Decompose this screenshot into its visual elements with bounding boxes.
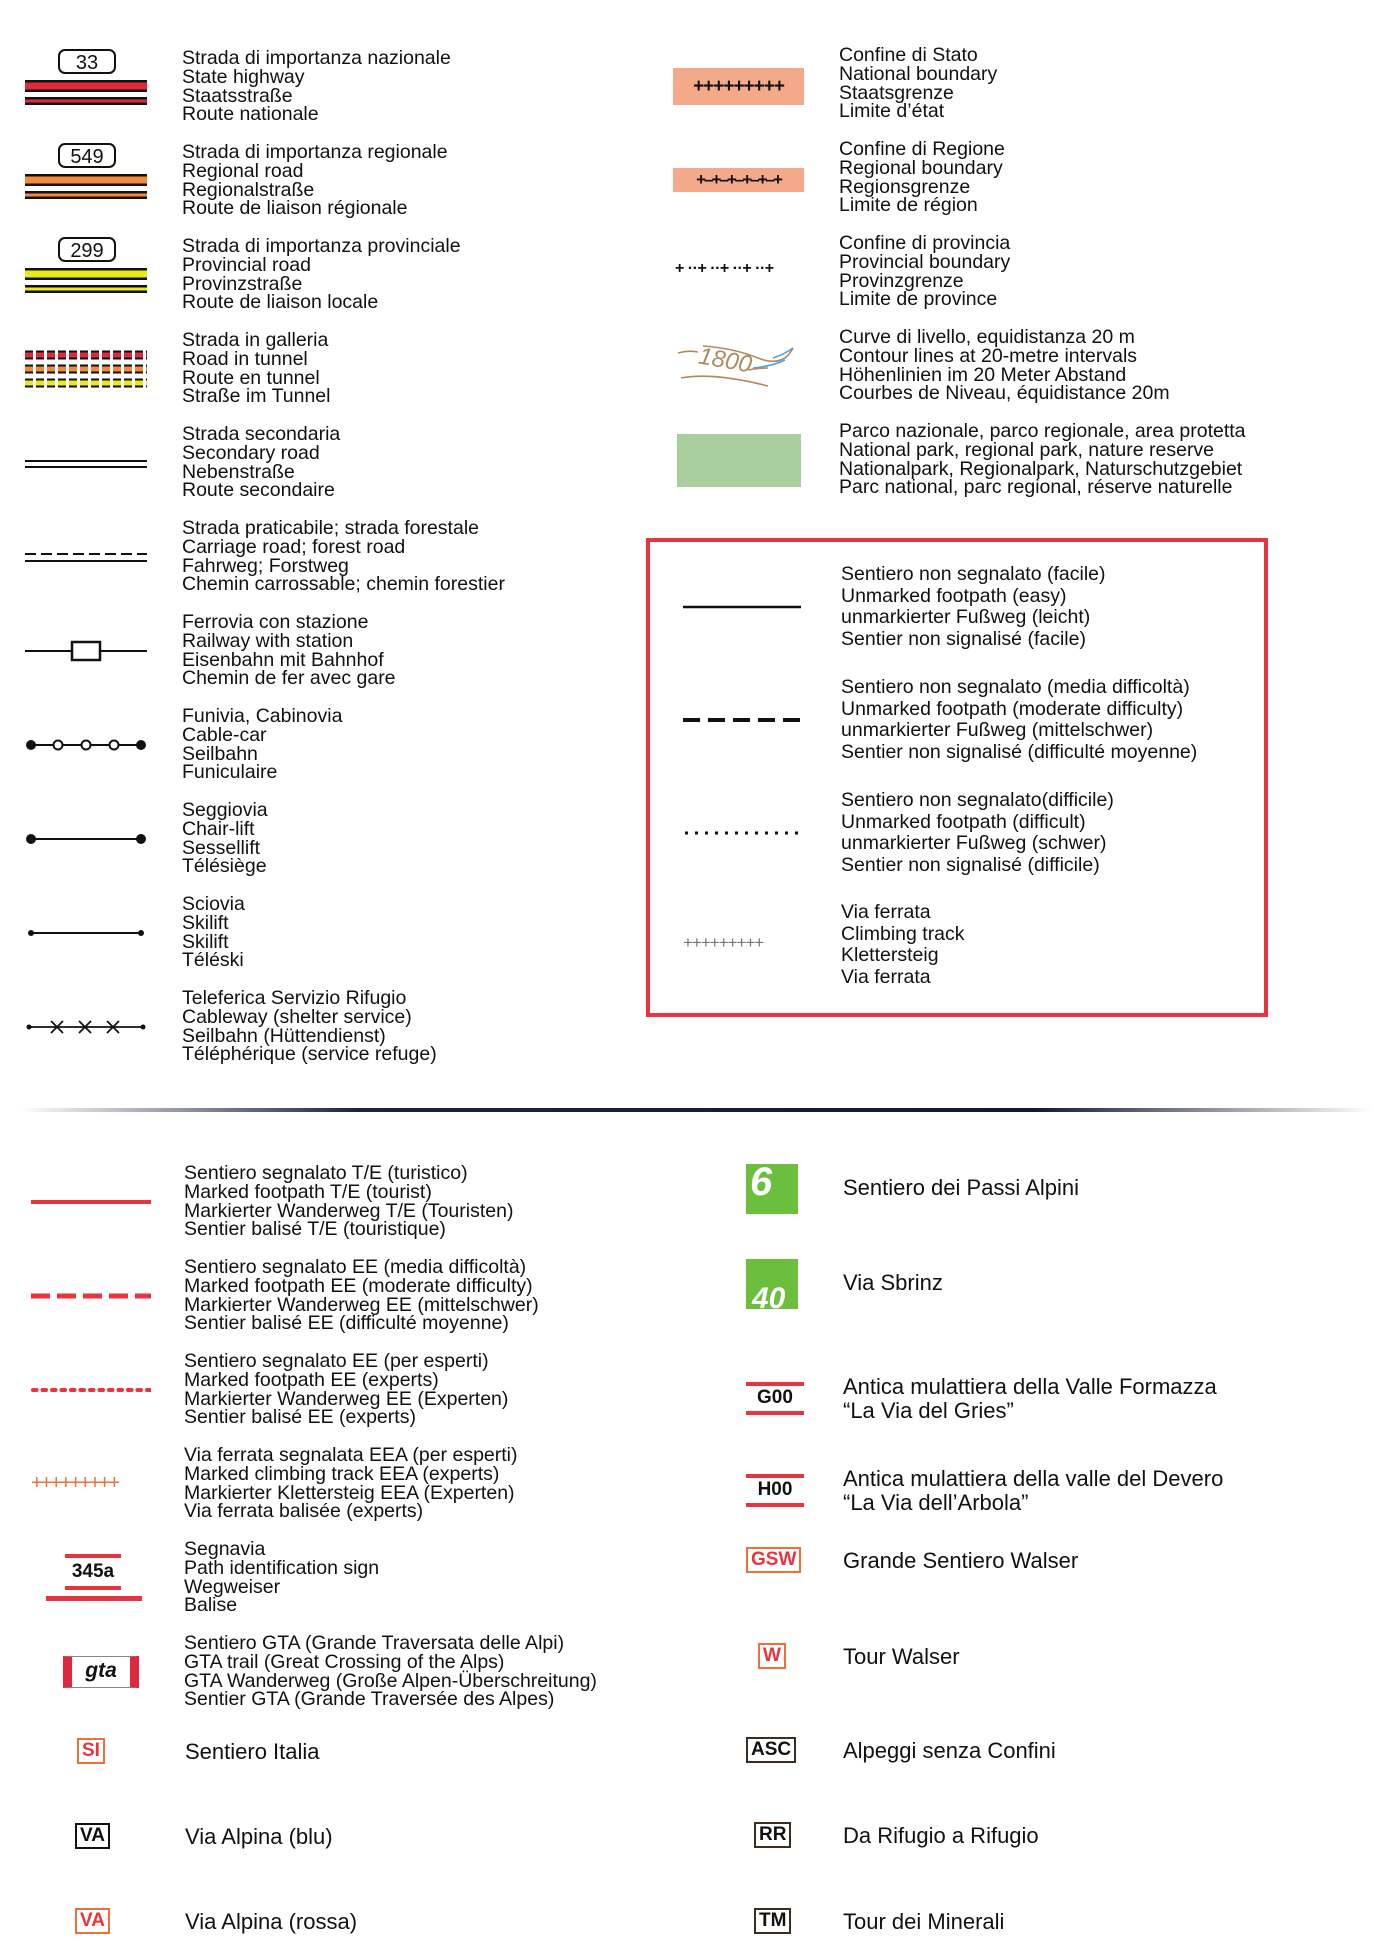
legend-text-line: Route nationale — [182, 103, 319, 126]
legend-text-line: Confine di Regione — [839, 138, 1005, 160]
legend-text-line: Höhenlinien im 20 Meter Abstand — [839, 363, 1127, 386]
mule-track-badge: H00 — [757, 1479, 793, 1500]
legend-entry-text — [182, 237, 461, 312]
via-alpina-red-icon — [31, 1908, 155, 1938]
legend-text-line: National park, regional park, nature reserve — [839, 438, 1215, 461]
legend-text-line: Strada secondaria — [182, 423, 341, 445]
legend-text-line: GTA Wanderweg (Große Alpen-Überschreitung) — [184, 1669, 597, 1692]
legend-text-line: National boundary — [839, 62, 998, 85]
legend-text-line: Téléski — [182, 949, 244, 972]
legend-text-line: Via Sbrinz — [843, 1270, 943, 1295]
legend-entry-text — [185, 1910, 357, 1934]
regional-road-icon — [25, 143, 147, 208]
climbing-track-icon: +++++++++ — [683, 933, 764, 952]
green-badge: 6 — [746, 1164, 798, 1214]
legend-text-line: Curve di livello, equidistanza 20 m — [839, 326, 1135, 348]
legend-text-line: Limite de région — [839, 194, 978, 217]
legend-text-line: Regionalstraße — [182, 178, 315, 201]
legend-text-line: Sentier non signalisé (difficulté moyenne) — [841, 741, 1198, 764]
legend-text-line: Antica mulattiera della valle del Devero — [843, 1466, 1224, 1491]
legend-text-line: Antica mulattiera della Valle Formazza — [843, 1374, 1217, 1399]
trail-badge: VA — [75, 1908, 110, 1934]
legend-text-line: Sciovia — [182, 893, 245, 915]
legend-text-line: Regionsgrenze — [839, 175, 971, 198]
legend-entry-text — [841, 564, 1106, 651]
legend-text-line: Route de liaison régionale — [182, 197, 408, 220]
legend-entry-text — [843, 1467, 1223, 1515]
trail-badge: W — [758, 1643, 786, 1669]
legend-entry-text — [182, 49, 451, 124]
legend-text-line: Sentiero non segnalato(difficile) — [841, 789, 1114, 811]
road-number-badge: 549 — [70, 146, 104, 168]
trail-badge: RR — [754, 1822, 791, 1848]
legend-text-line: Sentier GTA (Grande Traversée des Alpes) — [184, 1688, 555, 1711]
trail-badge: SI — [77, 1738, 105, 1764]
trail-badge: TM — [754, 1908, 791, 1934]
legend-text-line: unmarkierter Fußweg (leicht) — [841, 606, 1091, 629]
legend-text-line: Markierter Wanderweg T/E (Touristen) — [184, 1199, 514, 1222]
legend-text-line: Climbing track — [841, 922, 965, 945]
legend-text-line: Télésiège — [182, 855, 267, 878]
legend-text-line: Eisenbahn mit Bahnhof — [182, 648, 384, 671]
ski-lift-icon — [25, 895, 147, 976]
legend-entry-text — [839, 46, 997, 121]
legend-entry-text — [843, 1271, 943, 1295]
legend-text-line: Staatsgrenze — [839, 81, 954, 104]
legend-entry-text — [839, 422, 1246, 497]
legend-text-line: Sentiero GTA (Grande Traversata delle Alpi) — [184, 1632, 565, 1654]
legend-text-line: Wegweiser — [184, 1575, 281, 1598]
legend-text-line: Seggiovia — [182, 799, 268, 821]
legend-text-line: Contour lines at 20-metre intervals — [839, 344, 1138, 367]
gta-trail-icon — [31, 1642, 155, 1718]
provincial-boundary-icon — [673, 234, 804, 310]
dotted-path-icon — [683, 790, 801, 876]
legend-text-line: Seilbahn (Hüttendienst) — [182, 1024, 386, 1047]
legend-text-line: Route de liaison locale — [182, 291, 379, 314]
legend-text-line: Marked footpath EE (experts) — [184, 1368, 439, 1391]
legend-text-line: Secondary road — [182, 441, 320, 464]
legend-entry-text — [185, 1825, 333, 1849]
legend-text-line: Grande Sentiero Walser — [843, 1548, 1079, 1573]
legend-entry-text — [184, 1540, 379, 1615]
legend-entry-text — [182, 519, 505, 594]
via-del-gries-icon — [746, 1382, 812, 1434]
legend-text-line: Strada praticabile; strada forestale — [182, 517, 479, 539]
legend-text-line: Provinzstraße — [182, 272, 303, 295]
marked-via-ferrata-icon: +++++++++ — [31, 1472, 119, 1494]
legend-text-line: Confine di provincia — [839, 232, 1011, 254]
legend-text-line: Tour Walser — [843, 1644, 960, 1669]
legend-text-line: Sentier balisé T/E (touristique) — [184, 1218, 446, 1241]
road-number-badge: 33 — [75, 52, 99, 74]
legend-text-line: Teleferica Servizio Rifugio — [182, 987, 407, 1009]
legend-text-line: Chemin carrossable; chemin forestier — [182, 573, 505, 596]
legend-entry-text — [843, 1549, 1078, 1573]
regional-boundary-icon — [673, 140, 804, 216]
legend-text-line: Sentiero non segnalato (media difficoltà) — [841, 676, 1190, 698]
legend-text-line: Strada di importanza provinciale — [182, 235, 461, 257]
legend-text-line: Limite d’état — [839, 100, 945, 123]
legend-entry-text — [839, 140, 1005, 215]
legend-text-line: Seilbahn — [182, 742, 258, 765]
sentiero-italia-icon — [31, 1738, 155, 1768]
gta-badge: gta — [63, 1656, 139, 1688]
legend-text-line: GTA trail (Great Crossing of the Alps) — [184, 1650, 505, 1673]
passi-alpini-icon — [746, 1160, 812, 1216]
legend-text-line: Markierter Klettersteig EEA (Experten) — [184, 1481, 515, 1504]
legend-entry-text — [184, 1446, 518, 1521]
legend-entry-text — [184, 1258, 539, 1333]
cable-car-icon — [25, 707, 147, 788]
legend-text-line: Cableway (shelter service) — [182, 1005, 412, 1028]
contour-elevation-label: 1800 — [696, 342, 754, 379]
legend-text-line: Provincial boundary — [839, 250, 1011, 273]
via-dell-arbola-icon — [746, 1474, 812, 1526]
legend-entry-text — [843, 1176, 1079, 1200]
tunnel-road-icon — [25, 331, 147, 412]
legend-text-line: Markierter Wanderweg EE (mittelschwer) — [184, 1293, 539, 1316]
legend-text-line: Da Rifugio a Rifugio — [843, 1823, 1039, 1848]
legend-text-line: Markierter Wanderweg EE (Experten) — [184, 1387, 509, 1410]
contour-lines-icon — [673, 328, 804, 404]
legend-text-line: Sentiero segnalato EE (per esperti) — [184, 1350, 489, 1372]
secondary-road-icon — [25, 425, 147, 506]
legend-text-line: Sessellift — [182, 836, 261, 859]
legend-text-line: Cable-car — [182, 723, 267, 746]
legend-text-line: Route en tunnel — [182, 366, 320, 389]
legend-text-line: Sentiero Italia — [185, 1739, 320, 1764]
legend-text-line: Sentier non signalisé (facile) — [841, 628, 1086, 651]
via-sbrinz-icon — [746, 1259, 812, 1315]
carriage-road-icon — [25, 519, 147, 600]
legend-text-line: Parc national, parc regional, réserve naturelle — [839, 476, 1233, 499]
legend-text-line: Sentiero segnalato T/E (turistico) — [184, 1162, 468, 1184]
trail-badge: ASC — [746, 1737, 796, 1763]
alpeggi-senza-confini-icon — [746, 1737, 812, 1789]
legend-text-line: Via ferrata — [841, 966, 931, 989]
legend-entry-text — [841, 902, 965, 989]
legend-text-line: Courbes de Niveau, équidistance 20m — [839, 382, 1170, 405]
dashed-path-icon — [683, 677, 801, 763]
legend-text-line: Carriage road; forest road — [182, 535, 406, 558]
legend-text-line: Nebenstraße — [182, 460, 295, 483]
legend-text-line: Alpeggi senza Confini — [843, 1738, 1056, 1763]
legend-text-line: Via Alpina (blu) — [185, 1824, 333, 1849]
path-sign-icon — [31, 1554, 155, 1630]
legend-entry-text — [182, 801, 268, 876]
legend-text-line: Strada di importanza regionale — [182, 141, 448, 163]
legend-text-line: Balise — [184, 1594, 238, 1617]
boundary-pattern: +++++++++ — [673, 68, 804, 105]
park-area-icon — [673, 422, 804, 498]
legend-text-line: “La Via dell’Arbola” — [843, 1490, 1029, 1515]
trail-badge: VA — [75, 1823, 110, 1849]
legend-entry-text — [843, 1645, 960, 1669]
provincial-road-icon — [25, 237, 147, 302]
legend-text-line: Unmarked footpath (difficult) — [841, 810, 1086, 833]
legend-text-line: Regional boundary — [839, 156, 1003, 179]
solid-path-icon — [683, 564, 801, 650]
legend-text-line: unmarkierter Fußweg (mittelschwer) — [841, 719, 1154, 742]
legend-entry-text — [841, 677, 1197, 764]
legend-entry-text — [185, 1740, 320, 1764]
legend-text-line: Segnavia — [184, 1538, 266, 1560]
legend-entry-text — [182, 143, 448, 218]
green-badge: 40 — [746, 1259, 798, 1309]
legend-text-line: Skilift — [182, 911, 229, 934]
path-sign-number: 345a — [71, 1561, 115, 1582]
legend-text-line: Via ferrata segnalata EEA (per esperti) — [184, 1444, 518, 1466]
legend-text-line: Marked footpath T/E (tourist) — [184, 1180, 432, 1203]
boundary-pattern: +–+–+–+–+–+ — [673, 168, 804, 192]
legend-text-line: Unmarked footpath (moderate difficulty) — [841, 697, 1184, 720]
legend-text-line: Chair-lift — [182, 817, 255, 840]
legend-text-line: Sentiero non segnalato (facile) — [841, 563, 1106, 585]
legend-text-line: Chemin de fer avec gare — [182, 667, 396, 690]
legend-text-line: Téléphérique (service refuge) — [182, 1043, 437, 1066]
legend-text-line: Sentiero segnalato EE (media difficoltà) — [184, 1256, 527, 1278]
legend-text-line: Skilift — [182, 930, 229, 953]
section-divider — [19, 1108, 1373, 1112]
grande-sentiero-walser-icon — [746, 1547, 812, 1599]
legend-text-line: Strada di importanza nazionale — [182, 47, 451, 69]
legend-entry-text — [182, 331, 330, 406]
legend-text-line: Via Alpina (rossa) — [185, 1909, 358, 1934]
legend-text-line: Route secondaire — [182, 479, 335, 502]
legend-text-line: Provinzgrenze — [839, 269, 964, 292]
legend-text-line: Strada in galleria — [182, 329, 329, 351]
legend-text-line: Funivia, Cabinovia — [182, 705, 343, 727]
legend-entry-text — [184, 1634, 597, 1709]
legend-entry-text — [841, 790, 1114, 877]
legend-text-line: Confine di Stato — [839, 44, 978, 66]
legend-text-line: Parco nazionale, parco regionale, area protetta — [839, 420, 1246, 442]
road-number-badge: 299 — [70, 240, 104, 262]
legend-text-line: Klettersteig — [841, 944, 939, 967]
legend-entry-text — [843, 1375, 1217, 1423]
legend-text-line: Marked climbing track EEA (experts) — [184, 1462, 500, 1485]
legend-entry-text — [182, 425, 340, 500]
legend-text-line: Sentier balisé EE (experts) — [184, 1406, 416, 1429]
legend-text-line: Straße im Tunnel — [182, 385, 331, 408]
chair-lift-icon — [25, 801, 147, 882]
legend-text-line: Sentiero dei Passi Alpini — [843, 1175, 1080, 1200]
legend-text-line: Unmarked footpath (easy) — [841, 584, 1067, 607]
legend-entry-text — [843, 1910, 1004, 1934]
legend-entry-text — [843, 1739, 1056, 1763]
tour-walser-icon — [746, 1643, 812, 1695]
marked-path-ee-expert-icon — [31, 1352, 155, 1428]
legend-text-line: Funiculaire — [182, 761, 278, 784]
boundary-pattern: + ··+ ··+ ··+ ··+ — [675, 260, 774, 277]
railway-station-icon — [25, 613, 147, 694]
legend-text-line: Via ferrata — [841, 901, 931, 923]
legend-entry-text — [184, 1164, 513, 1239]
legend-text-line: Provincial road — [182, 253, 311, 276]
legend-text-line: Via ferrata balisée (experts) — [184, 1500, 424, 1523]
mule-track-badge: G00 — [757, 1387, 793, 1408]
legend-text-line: Limite de province — [839, 288, 998, 311]
legend-text-line: Fahrweg; Forstweg — [182, 554, 349, 577]
tour-dei-minerali-icon — [746, 1908, 812, 1960]
legend-entry-text — [839, 328, 1170, 403]
legend-text-line: Railway with station — [182, 629, 354, 652]
legend-entry-text — [182, 707, 342, 782]
rifugio-a-rifugio-icon — [746, 1822, 812, 1874]
national-boundary-icon — [673, 46, 804, 122]
legend-entry-text — [182, 989, 437, 1064]
legend-entry-text — [839, 234, 1010, 309]
legend-entry-text — [843, 1824, 1039, 1848]
legend-text-line: Nationalpark, Regionalpark, Naturschutzgebiet — [839, 457, 1243, 480]
trail-badge: GSW — [746, 1547, 801, 1573]
legend-text-line: “La Via del Gries” — [843, 1398, 1014, 1423]
legend-text-line: Tour dei Minerali — [843, 1909, 1005, 1934]
legend-text-line: Ferrovia con stazione — [182, 611, 369, 633]
marked-path-te-icon — [31, 1164, 155, 1240]
legend-text-line: State highway — [182, 65, 305, 88]
cableway-shelter-icon — [25, 989, 147, 1070]
legend-text-line: unmarkierter Fußweg (schwer) — [841, 832, 1107, 855]
national-road-icon — [25, 49, 147, 114]
legend-text-line: Road in tunnel — [182, 347, 308, 370]
legend-text-line: Sentier balisé EE (difficulté moyenne) — [184, 1312, 509, 1335]
legend-text-line: Sentier non signalisé (difficile) — [841, 854, 1100, 877]
via-alpina-blue-icon — [31, 1823, 155, 1853]
legend-entry-text — [184, 1352, 508, 1427]
legend-text-line: Path identification sign — [184, 1556, 380, 1579]
legend-text-line: Regional road — [182, 159, 304, 182]
legend-text-line: Marked footpath EE (moderate difficulty) — [184, 1274, 533, 1297]
legend-entry-text — [182, 895, 245, 970]
marked-path-ee-moderate-icon — [31, 1258, 155, 1334]
legend-text-line: Staatsstraße — [182, 84, 293, 107]
legend-entry-text — [182, 613, 396, 688]
